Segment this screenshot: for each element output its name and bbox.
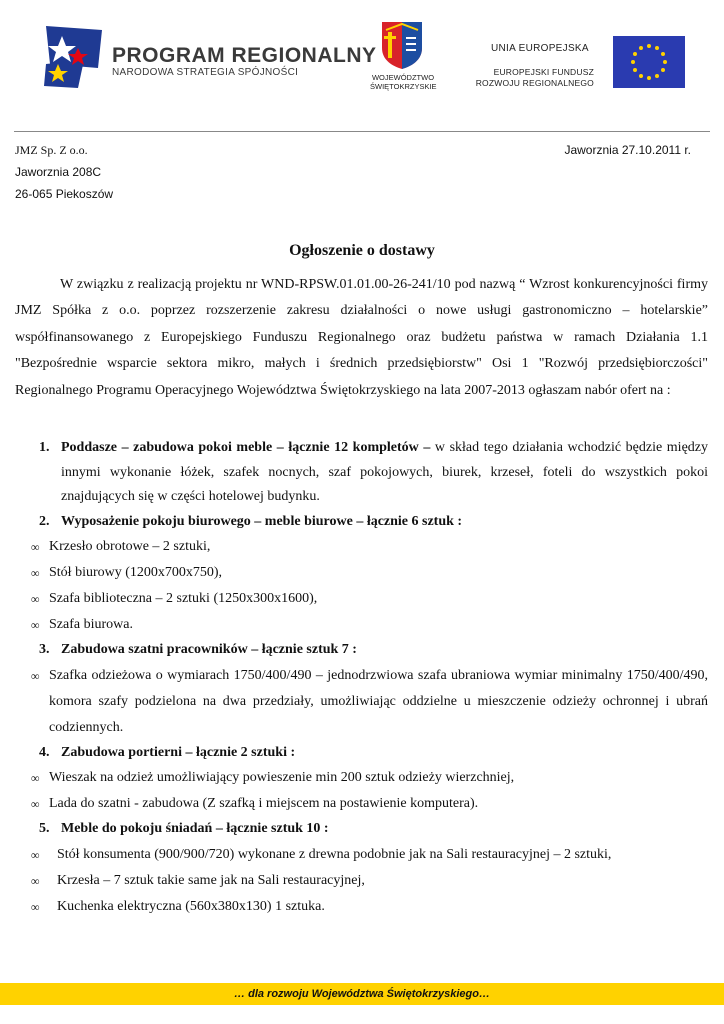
header-divider bbox=[14, 131, 710, 132]
sub-item bbox=[15, 663, 708, 741]
sub-item-text: Krzesła – 7 sztuk takie same jak na Sali restauracyjnej, bbox=[57, 872, 365, 888]
page-title: Ogłoszenie o dostawy bbox=[289, 242, 435, 259]
voivodeship-line-1: WOJEWÓDZTWO bbox=[371, 73, 435, 82]
sub-item bbox=[15, 612, 708, 638]
item-number: 2. bbox=[39, 513, 50, 529]
eu-fund-line-2: ROZWOJU REGIONALNEGO bbox=[475, 78, 594, 88]
bullet-icon: ∞ bbox=[31, 566, 40, 580]
voivodeship-label bbox=[370, 73, 436, 91]
sub-item-text: Stół biurowy (1200x700x750), bbox=[49, 565, 223, 580]
item-number: 5. bbox=[39, 821, 50, 836]
item-heading: Zabudowa szatni pracowników – łącznie sztuk 7 : bbox=[61, 642, 357, 657]
sub-item-text: Szafka odzieżowa o wymiarach 1750/400/490 – jednodrzwiowa szafa ubraniowa wymiar minimalny 1750/400/490, komora szafy podzielona na dwa przedziały, umożliwiając oddzielne u mieszczenie odzieży ochronnej i ubrań codziennych. bbox=[49, 667, 708, 735]
sender-company: JMZ Sp. Z o.o. bbox=[15, 143, 88, 157]
sub-item-text: Kuchenka elektryczna (560x380x130) 1 sztuka. bbox=[57, 898, 325, 914]
sub-item bbox=[15, 534, 708, 560]
sub-item-text: Wieszak na odzież umożliwiający powieszenie min 200 sztuk odzieży wierzchniej, bbox=[49, 770, 515, 785]
sender-city: 26-065 Piekoszów bbox=[15, 187, 114, 201]
item-text: w skład tego działania wchodzić będzie między innymi wykonanie łóżek, szafek nocnych, szaf pokojowych, biurek, krzeseł, foteli do wszystkich pokoi znajdujących się w części hotelowej budynku. bbox=[61, 440, 708, 504]
list-item bbox=[15, 510, 708, 535]
letterhead bbox=[0, 0, 724, 130]
letter-date: Jaworznia 27.10.2011 r. bbox=[564, 143, 691, 157]
item-number: 3. bbox=[39, 642, 50, 657]
eu-fund-line-1: EUROPEJSKI FUNDUSZ bbox=[493, 67, 594, 77]
bullet-icon: ∞ bbox=[31, 797, 40, 811]
bullet-icon: ∞ bbox=[31, 668, 40, 683]
item-heading: Poddasze – zabudowa pokoi meble – łącznie 12 kompletów – bbox=[61, 440, 431, 455]
intro-paragraph: W związku z realizacją projektu nr WND-RPSW.01.01.00-26-241/10 pod nazwą “ Wzrost konkurencyjności firmy JMZ Spółka z o.o. poprzez rozszerzenie zakresu działalności o nowe usługi gastronomiczno – hotelarskie” współfinansowanego z Europejskiego Funduszu Regionalnego oraz budżetu państwa w ramach Działania 1.1 "Bezpośrednie wsparcie sektora mikro, małych i średnich przedsiębiorstw" Osi 1 "Rozwój przedsiębiorczości" Regionalnego Programu Operacyjnego Województwa Świętokrzyskiego na lata 2007-2013 ogłaszam nabór ofert na : bbox=[15, 277, 708, 398]
coat-of-arms-icon bbox=[378, 18, 426, 70]
voivodeship-line-2: ŚWIĘTOKRZYSKIE bbox=[370, 82, 437, 91]
program-subtitle: NARODOWA STRATEGIA SPÓJNOŚCI bbox=[112, 67, 299, 78]
sub-item bbox=[15, 791, 708, 817]
sub-item-text: Lada do szatni - zabudowa (Z szafką i miejscem na postawienie komputera). bbox=[49, 796, 479, 811]
bullet-icon: ∞ bbox=[31, 540, 40, 554]
sub-item-text: Stół konsumenta (900/900/720) wykonane z drewna podobnie jak na Sali restauracyjnej – 2 sztuki, bbox=[57, 846, 612, 862]
sub-item-text: Krzesło obrotowe – 2 sztuki, bbox=[49, 539, 211, 554]
sub-item-text: Szafa biblioteczna – 2 sztuki (1250x300x1600), bbox=[49, 591, 318, 606]
program-title: PROGRAM REGIONALNY bbox=[112, 44, 377, 67]
bullet-icon: ∞ bbox=[31, 873, 40, 888]
order-list bbox=[15, 436, 708, 920]
sub-item bbox=[15, 586, 708, 612]
sender-street: Jaworznia 208C bbox=[15, 165, 102, 179]
bullet-icon: ∞ bbox=[31, 592, 40, 606]
list-item bbox=[15, 817, 708, 842]
sub-item bbox=[15, 560, 708, 586]
list-item bbox=[15, 741, 708, 766]
eu-flag-icon bbox=[613, 36, 685, 88]
item-heading: Wyposażenie pokoju biurowego – meble biurowe – łącznie 6 sztuk : bbox=[61, 513, 463, 529]
footer-banner: … dla rozwoju Województwa Świętokrzyskiego… bbox=[0, 983, 724, 1005]
list-item bbox=[15, 436, 708, 510]
item-number: 4. bbox=[39, 744, 50, 760]
eu-title: UNIA EUROPEJSKA bbox=[491, 43, 589, 54]
program-regionalny-logo-icon bbox=[44, 20, 104, 90]
item-heading: Zabudowa portierni – łącznie 2 sztuki : bbox=[61, 744, 296, 760]
sub-item-text: Szafa biurowa. bbox=[49, 617, 133, 632]
list-item bbox=[15, 638, 708, 663]
eu-fund-label bbox=[474, 67, 594, 89]
bullet-icon: ∞ bbox=[31, 899, 40, 914]
bullet-icon: ∞ bbox=[31, 771, 40, 785]
item-heading: Meble do pokoju śniadań – łącznie sztuk 10 : bbox=[61, 821, 329, 836]
sub-item bbox=[15, 842, 708, 868]
sub-item bbox=[15, 894, 708, 920]
bullet-icon: ∞ bbox=[31, 847, 40, 862]
sub-item bbox=[15, 868, 708, 894]
sub-item bbox=[15, 765, 708, 791]
bullet-icon: ∞ bbox=[31, 618, 40, 632]
item-number: 1. bbox=[39, 440, 50, 455]
